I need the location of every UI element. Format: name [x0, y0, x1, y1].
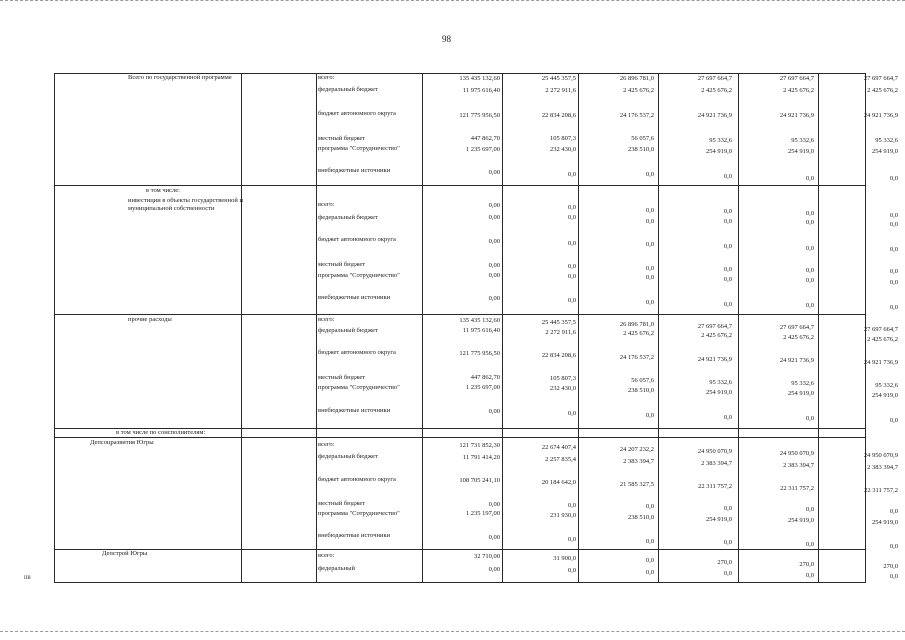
cell-value: 95 332,6 — [709, 379, 732, 386]
cell-value: 0,0 — [645, 557, 654, 564]
cell-value: 238 510,0 — [628, 514, 654, 521]
funding-label-vsego: всего: — [318, 74, 335, 81]
cell-value: 24 921 736,9 — [863, 112, 898, 119]
funding-label-vsego: всего: — [318, 441, 335, 448]
cell-value: 21 585 327,5 — [619, 481, 654, 488]
funding-label-ao: бюджет автономного округа — [318, 110, 396, 117]
cell-value: 95 332,6 — [875, 137, 898, 144]
cell-value: 24 921 736,9 — [697, 356, 732, 363]
column-divider — [422, 73, 423, 583]
funding-label-other: внебюджетные источники — [318, 167, 391, 174]
cell-value: 0,0 — [567, 410, 576, 417]
cell-value: 0,0 — [723, 539, 732, 546]
cell-value: 108 705 241,10 — [459, 477, 500, 484]
funding-label-other: внебюджетные источники — [318, 407, 391, 414]
cell-value: 0,0 — [889, 417, 898, 424]
funding-label-local: местный бюджет — [318, 261, 366, 268]
cell-value: 0,0 — [645, 241, 654, 248]
cell-value: 24 176 537,2 — [619, 354, 654, 361]
cell-value: 0,0 — [805, 541, 814, 548]
cell-value: 270,0 — [799, 561, 814, 568]
cell-value: 254 919,0 — [788, 517, 814, 524]
cell-value: 1 235 697,00 — [465, 384, 500, 391]
cell-value: 0,0 — [889, 304, 898, 311]
table-border-bottom — [54, 582, 865, 583]
cell-value: 22 834 208,6 — [541, 352, 576, 359]
cell-value: 0,0 — [645, 538, 654, 545]
cell-value: 32 710,00 — [474, 553, 500, 560]
cell-value: 0,0 — [805, 219, 814, 226]
cell-value: 0,00 — [488, 262, 500, 269]
cell-value: 231 930,0 — [550, 512, 576, 519]
row-divider — [54, 185, 865, 186]
cell-value: 95 332,6 — [791, 380, 814, 387]
cell-value: 95 332,6 — [709, 137, 732, 144]
cell-value: 0,0 — [567, 240, 576, 247]
cell-value: 27 697 664,7 — [863, 75, 898, 82]
cell-value: 24 921 736,9 — [779, 357, 814, 364]
cell-value: 0,0 — [723, 266, 732, 273]
cell-value: 0,00 — [488, 238, 500, 245]
cell-value: 0,0 — [805, 506, 814, 513]
cell-value: 0,0 — [805, 277, 814, 284]
cell-value: 2 425 676,2 — [701, 332, 732, 339]
cell-value: 2 425 676,2 — [867, 87, 898, 94]
funding-label-federal: федеральный бюджет — [318, 214, 378, 221]
cell-value: 24 921 736,9 — [863, 359, 898, 366]
cell-value: 2 383 394,7 — [867, 464, 898, 471]
cell-value: 121 731 852,30 — [459, 442, 500, 449]
cell-value: 0,0 — [889, 221, 898, 228]
cell-value: 24 207 232,2 — [619, 446, 654, 453]
cell-value: 105 807,3 — [550, 375, 576, 382]
cell-value: 0,0 — [567, 536, 576, 543]
cell-value: 238 510,0 — [628, 146, 654, 153]
column-divider — [316, 73, 317, 583]
cell-value: 232 430,0 — [550, 146, 576, 153]
other-expenses-label: прочие расходы — [128, 316, 172, 323]
cell-value: 24 176 537,2 — [619, 112, 654, 119]
page-number: 98 — [442, 34, 451, 44]
margin-mark: IIB — [24, 576, 31, 581]
funding-label-local: местный бюджет — [318, 374, 366, 381]
cell-value: 254 919,0 — [788, 148, 814, 155]
cell-value: 95 332,6 — [791, 137, 814, 144]
cell-value: 0,0 — [645, 171, 654, 178]
cell-value: 2 272 911,6 — [545, 329, 576, 336]
cell-value: 0,0 — [567, 204, 576, 211]
column-divider — [658, 73, 659, 583]
cell-value: 0,0 — [805, 267, 814, 274]
funding-label-federal: федеральный бюджет — [318, 453, 378, 460]
cell-value: 238 510,0 — [628, 387, 654, 394]
cell-value: 0,00 — [488, 566, 500, 573]
funding-label-federal: федеральный бюджет — [318, 86, 378, 93]
column-divider — [54, 73, 55, 583]
cell-value: 0,0 — [723, 208, 732, 215]
cell-value: 135 435 132,60 — [459, 317, 500, 324]
funding-label-program: программа "Сотрудничество" — [318, 145, 400, 152]
funding-label-vsego: всего: — [318, 316, 335, 323]
cell-value: 24 950 070,9 — [697, 448, 732, 455]
cell-value: 254 919,0 — [872, 392, 898, 399]
cell-value: 0,0 — [645, 299, 654, 306]
cell-value: 254 919,0 — [872, 519, 898, 526]
cell-value: 11 975 616,40 — [462, 87, 500, 94]
cell-value: 0,0 — [645, 274, 654, 281]
cell-value: 135 435 132,60 — [459, 75, 500, 82]
cell-value: 270,0 — [717, 559, 732, 566]
cell-value: 2 257 835,4 — [545, 456, 576, 463]
cell-value: 0,0 — [805, 175, 814, 182]
cell-value: 22 311 757,2 — [864, 487, 898, 494]
cell-value: 2 425 676,2 — [623, 330, 654, 337]
column-divider — [578, 73, 579, 583]
cell-value: 22 311 757,2 — [780, 485, 814, 492]
cell-value: 0,0 — [645, 503, 654, 510]
column-divider — [241, 73, 242, 583]
cell-value: 27 697 664,7 — [863, 326, 898, 333]
funding-label-other: внебюджетные источники — [318, 532, 391, 539]
cell-value: 2 425 676,2 — [783, 334, 814, 341]
cell-value: 2 383 394,7 — [701, 460, 732, 467]
cell-value: 0,0 — [567, 502, 576, 509]
column-divider — [818, 73, 819, 583]
cell-value: 0,0 — [567, 263, 576, 270]
cell-value: 254 919,0 — [706, 516, 732, 523]
cell-value: 2 425 676,2 — [623, 87, 654, 94]
investments-label: инвестиции в объекты государственной и муниципальной собственности — [128, 197, 243, 212]
cell-value: 254 919,0 — [788, 390, 814, 397]
cell-value: 0,0 — [805, 415, 814, 422]
cell-value: 1 235 697,00 — [465, 146, 500, 153]
cell-value: 0,0 — [889, 543, 898, 550]
cell-value: 25 445 357,5 — [541, 75, 576, 82]
depstroy-label: Депстрой Югры — [102, 550, 148, 557]
cell-value: 0,0 — [889, 175, 898, 182]
cell-value: 254 919,0 — [706, 148, 732, 155]
cell-value: 0,0 — [645, 412, 654, 419]
in-that-number-label: в том числе: — [146, 187, 180, 194]
cell-value: 0,0 — [645, 218, 654, 225]
cell-value: 1 235 197,00 — [465, 510, 500, 517]
cell-value: 24 921 736,9 — [697, 112, 732, 119]
cell-value: 0,0 — [567, 214, 576, 221]
cell-value: 11 975 616,40 — [462, 327, 500, 334]
cell-value: 2 425 676,2 — [701, 87, 732, 94]
cell-value: 105 807,3 — [550, 135, 576, 142]
cell-value: 22 674 407,4 — [541, 444, 576, 451]
cell-value: 447 862,70 — [470, 135, 500, 142]
cell-value: 0,0 — [805, 302, 814, 309]
funding-label-program: программа "Сотрудничество" — [318, 384, 400, 391]
cell-value: 2 425 676,2 — [783, 87, 814, 94]
cell-value: 270,0 — [883, 563, 898, 570]
cell-value: 0,0 — [723, 218, 732, 225]
cell-value: 0,0 — [805, 245, 814, 252]
funding-label-ao: бюджет автономного округа — [318, 476, 396, 483]
cell-value: 56 057,6 — [631, 135, 654, 142]
cell-value: 447 862,70 — [470, 374, 500, 381]
cell-value: 24 950 070,9 — [863, 452, 898, 459]
scan-edge-bottom — [0, 631, 905, 632]
funding-label-program: программа "Сотрудничество" — [318, 272, 400, 279]
cell-value: 0,0 — [889, 268, 898, 275]
cell-value: 56 057,6 — [631, 377, 654, 384]
cell-value: 27 697 664,7 — [779, 324, 814, 331]
cell-value: 0,00 — [488, 169, 500, 176]
row-divider — [54, 549, 865, 550]
funding-label-ao: бюджет автономного округа — [318, 236, 396, 243]
cell-value: 0,0 — [567, 273, 576, 280]
scan-edge-top — [0, 0, 905, 1]
funding-label-vsego: всего: — [318, 201, 335, 208]
cell-value: 0,0 — [723, 414, 732, 421]
cell-value: 0,0 — [805, 572, 814, 579]
cell-value: 0,0 — [567, 567, 576, 574]
cell-value: 2 272 911,6 — [545, 87, 576, 94]
cell-value: 0,00 — [488, 202, 500, 209]
funding-label-local: местный бюджет — [318, 500, 366, 507]
cell-value: 27 697 664,7 — [697, 323, 732, 330]
cell-value: 0,0 — [567, 171, 576, 178]
cell-value: 22 311 757,2 — [698, 483, 732, 490]
cell-value: 26 896 781,0 — [619, 75, 654, 82]
cell-value: 26 896 781,0 — [619, 321, 654, 328]
cell-value: 2 425 676,2 — [867, 336, 898, 343]
cell-value: 22 834 208,6 — [541, 112, 576, 119]
cell-value: 0,0 — [723, 173, 732, 180]
column-divider — [502, 73, 503, 583]
funding-table — [54, 73, 898, 583]
cell-value: 27 697 664,7 — [779, 75, 814, 82]
cell-value: 0,0 — [567, 297, 576, 304]
cell-value: 2 383 394,7 — [783, 462, 814, 469]
cell-value: 0,0 — [723, 243, 732, 250]
cell-value: 24 921 736,9 — [779, 112, 814, 119]
cell-value: 121 775 956,50 — [459, 112, 500, 119]
cell-value: 0,00 — [488, 534, 500, 541]
cell-value: 121 775 956,50 — [459, 350, 500, 357]
funding-label-federal: федеральный бюджет — [318, 327, 378, 334]
cell-value: 24 950 070,9 — [779, 450, 814, 457]
program-total-label: Всего по государственной программе — [128, 74, 232, 81]
cell-value: 0,0 — [889, 246, 898, 253]
cell-value: 0,0 — [645, 207, 654, 214]
cell-value: 0,0 — [723, 505, 732, 512]
cell-value: 254 919,0 — [706, 389, 732, 396]
depsocdev-label: Депсоцразвития Югры — [90, 439, 154, 446]
cell-value: 232 430,0 — [550, 385, 576, 392]
funding-label-ao: бюджет автономного округа — [318, 349, 396, 356]
cell-value: 20 184 642,0 — [541, 479, 576, 486]
co-executors-label: в том числе по соисполнителям: — [116, 429, 206, 436]
cell-value: 0,0 — [805, 210, 814, 217]
cell-value: 0,0 — [723, 570, 732, 577]
cell-value: 0,00 — [488, 272, 500, 279]
cell-value: 27 697 664,7 — [697, 75, 732, 82]
cell-value: 2 383 394,7 — [623, 458, 654, 465]
cell-value: 0,0 — [645, 265, 654, 272]
cell-value: 0,0 — [889, 212, 898, 219]
cell-value: 0,00 — [488, 408, 500, 415]
cell-value: 254 919,0 — [872, 148, 898, 155]
cell-value: 0,00 — [488, 295, 500, 302]
cell-value: 0,0 — [889, 573, 898, 580]
cell-value: 11 791 414,20 — [462, 454, 500, 461]
cell-value: 0,00 — [488, 501, 500, 508]
row-divider — [54, 437, 865, 438]
cell-value: 0,00 — [488, 214, 500, 221]
funding-label-federal: федеральный — [318, 565, 355, 572]
funding-label-local: местный бюджет — [318, 135, 366, 142]
funding-label-program: программа "Сотрудничество" — [318, 510, 400, 517]
cell-value: 95 332,6 — [875, 382, 898, 389]
cell-value: 0,0 — [723, 301, 732, 308]
cell-value: 0,0 — [723, 276, 732, 283]
cell-value: 0,0 — [889, 279, 898, 286]
funding-label-other: внебюджетные источники — [318, 294, 391, 301]
cell-value: 31 900,0 — [553, 555, 576, 562]
funding-label-vsego: всего: — [318, 552, 335, 559]
cell-value: 25 445 357,5 — [541, 319, 576, 326]
column-divider — [738, 73, 739, 583]
cell-value: 0,0 — [889, 508, 898, 515]
cell-value: 0,0 — [645, 569, 654, 576]
row-divider — [54, 314, 865, 315]
